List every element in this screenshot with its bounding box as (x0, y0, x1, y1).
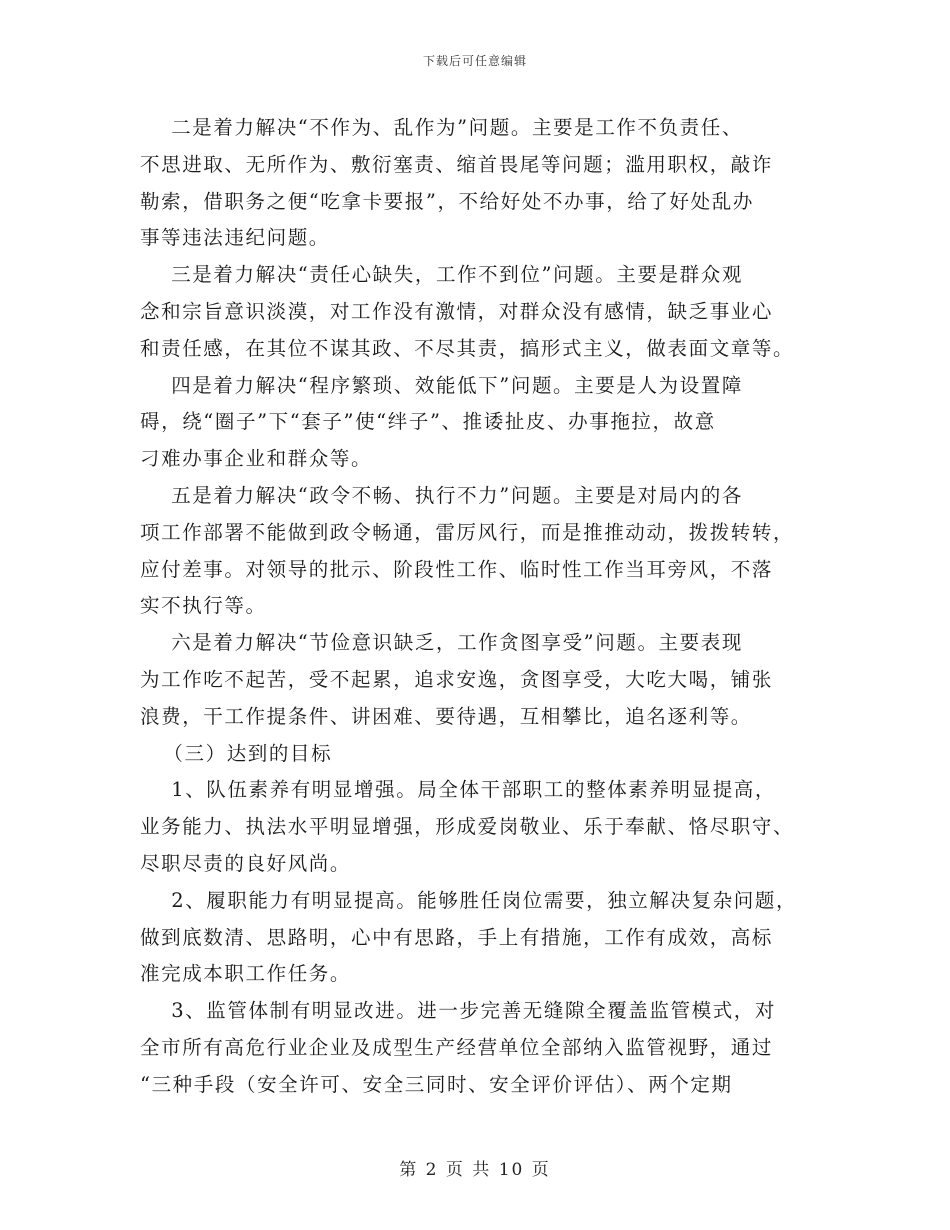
text-line: 1、队伍素养有明显增强。局全体干部职工的整体素养明显提高， (140, 778, 777, 802)
text-line: 尽职尽责的良好风尚。 (140, 851, 352, 875)
text-line: “三种手段（安全许可、安全三同时、安全评价评估）、两个定期 (140, 1072, 733, 1096)
text-line: 应付差事。对领导的批示、阶段性工作、临时性工作当耳旁风，不落 (140, 557, 774, 581)
text-line: 念和宗旨意识淡漠，对工作没有激情，对群众没有感情，缺乏事业心 (140, 299, 774, 323)
text-line: 做到底数清、思路明，心中有思路，手上有措施，工作有成效，高标 (140, 925, 774, 949)
text-line: 事等违法违纪问题。 (140, 226, 330, 250)
text-line: 二是着力解决“不作为、乱作为”问题。主要是工作不负责任、 (140, 116, 743, 139)
text-line: 勒索，借职务之便“吃拿卡要报”，不给好处不办事，给了好处乱办 (140, 189, 754, 213)
text-line: 2、履职能力有明显提高。能够胜任岗位需要，独立解决复杂问题， (140, 888, 798, 912)
text-line: 准完成本职工作任务。 (140, 962, 352, 986)
text-line: 全市所有高危行业企业及成型生产经营单位全部纳入监管视野，通过 (140, 1035, 774, 1059)
text-line: 为工作吃不起苦，受不起累，追求安逸，贪图享受，大吃大喝，铺张 (140, 667, 774, 691)
text-line: 浪费，干工作提条件、讲困难、要待遇，互相攀比，追名逐利等。 (140, 704, 752, 728)
text-line: 3、监管体制有明显改进。进一步完善无缝隙全覆盖监管模式，对 (140, 999, 777, 1023)
text-line: 三是着力解决“责任心缺失，工作不到位”问题。主要是群众观 (140, 263, 743, 287)
document-body (140, 110, 820, 1104)
page-header: 下载后可任意编辑 (422, 54, 527, 68)
text-line: 项工作部署不能做到政令畅通，雷厉风行，而是推推动动，拨拨转转， (140, 520, 795, 544)
text-line: 业务能力、执法水平明显增强，形成爱岗敬业、乐于奉献、恪尽职守、 (140, 815, 795, 839)
text-line: 六是着力解决“节俭意识缺乏，工作贪图享受”问题。主要表现 (140, 631, 743, 655)
text-line: 四是着力解决“程序繁琐、效能低下”问题。主要是人为设置障 (140, 373, 743, 397)
text-line: 和责任感，在其位不谋其政、不尽其责，搞形式主义，做表面文章等。 (140, 336, 795, 360)
text-line: 不思进取、无所作为、敷衍塞责、缩首畏尾等问题；滥用职权，敲诈 (140, 152, 774, 176)
text-line: 刁难办事企业和群众等。 (140, 447, 373, 471)
text-line: 碍，绕“圈子”下“套子”使“绊子”、推诿扯皮、办事拖拉，故意 (140, 410, 716, 434)
section-heading: （三）达到的目标 (140, 741, 333, 765)
page-number-footer: 第 2 页 共 10 页 (399, 1160, 551, 1180)
text-line: 实不执行等。 (140, 594, 267, 618)
text-line: 五是着力解决“政令不畅、执行不力”问题。主要是对局内的各 (140, 483, 743, 507)
